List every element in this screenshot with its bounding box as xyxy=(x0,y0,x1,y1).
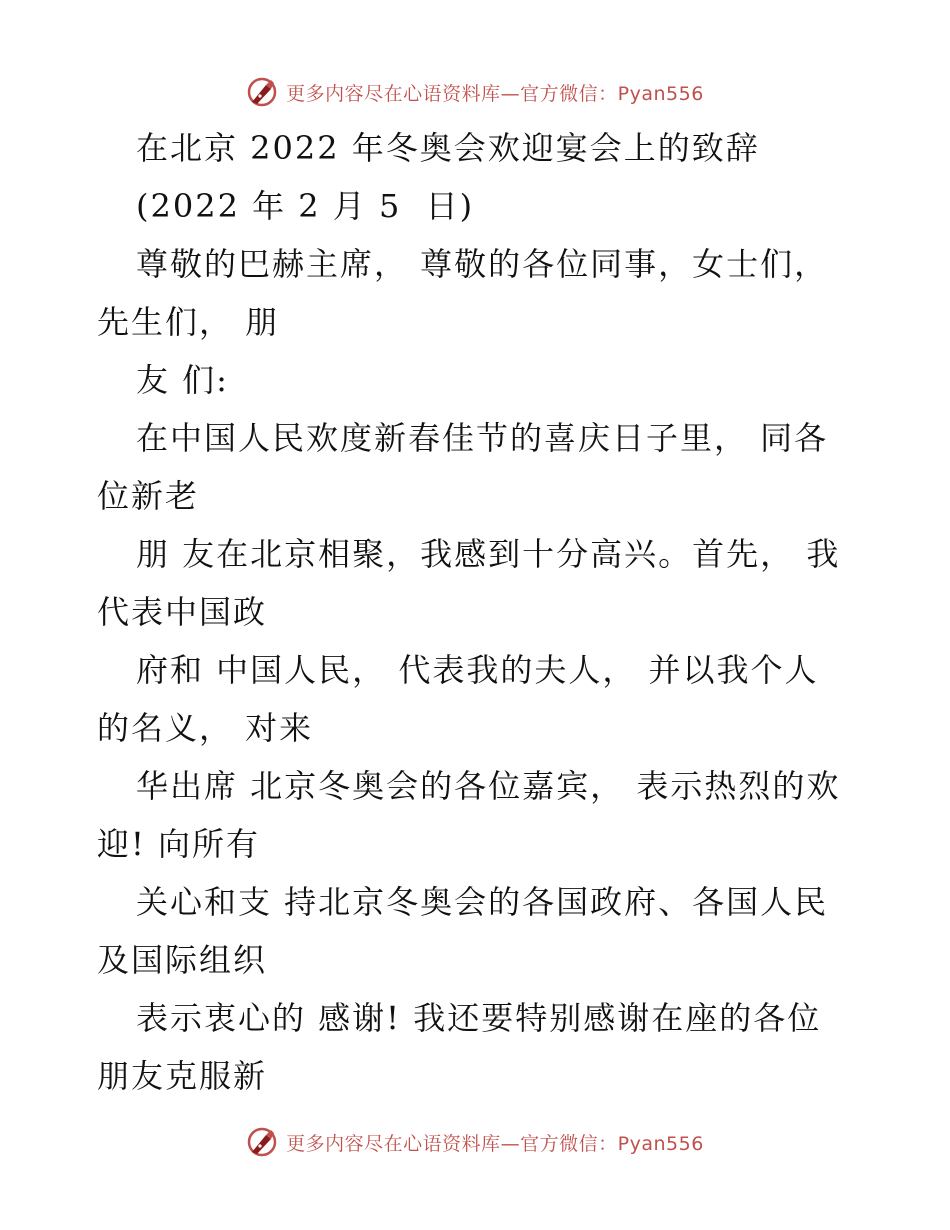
watermark-text: 更多内容尽在心语资料库—官方微信：Pyan556 xyxy=(286,82,704,105)
footer-watermark xyxy=(0,1122,950,1162)
watermark-text: 更多内容尽在心语资料库—官方微信：Pyan556 xyxy=(286,1132,704,1155)
paragraph-line: 友 们: xyxy=(136,361,229,399)
paragraph-line: 迎! 向所有 xyxy=(97,825,261,863)
document-title: 在北京 2022 年冬奥会欢迎宴会上的致辞 xyxy=(136,129,760,167)
paragraph-line: 先生们， 朋 xyxy=(97,303,280,341)
document-date: (2022 年 2 月 5 日) xyxy=(136,187,475,225)
paragraph-line: 位新老 xyxy=(97,477,200,515)
paragraph-line: 及国际组织 xyxy=(97,941,268,979)
paragraph-line: 华出席 北京冬奥会的各位嘉宾， 表示热烈的欢 xyxy=(136,767,841,805)
paragraph-line: 尊敬的巴赫主席， 尊敬的各位同事，女士们， xyxy=(136,245,829,283)
header-watermark xyxy=(0,72,950,112)
paragraph-line: 表示衷心的 感谢! 我还要特别感谢在座的各位 xyxy=(136,999,822,1037)
paragraph-line: 在中国人民欢度新春佳节的喜庆日子里， 同各 xyxy=(136,419,829,457)
paragraph-line: 府和 中国人民， 代表我的夫人， 并以我个人 xyxy=(136,651,819,689)
paragraph-line: 朋友克服新 xyxy=(97,1057,268,1095)
paragraph-line: 朋 友在北京相聚，我感到十分高兴。首先， 我 xyxy=(136,535,841,573)
pen-nib-logo-icon xyxy=(246,1126,278,1158)
paragraph-line: 的名义， 对来 xyxy=(97,709,314,747)
paragraph-line: 代表中国政 xyxy=(97,593,268,631)
pen-nib-logo-icon xyxy=(246,76,278,108)
paragraph-line: 关心和支 持北京冬奥会的各国政府、各国人民 xyxy=(136,883,829,921)
